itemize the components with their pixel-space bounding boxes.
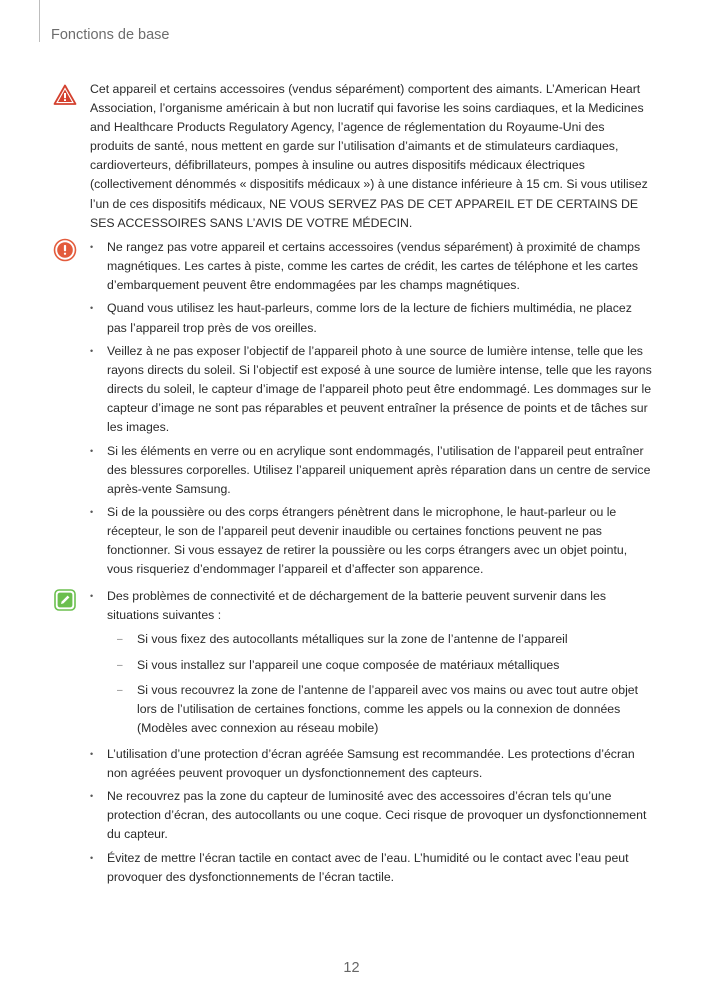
caution-item: • Quand vous utilisez les haut-parleurs, comme lors de la lecture de fichiers multimédia, ne placez pas l’appareil trop près de vos oreilles. <box>90 299 652 337</box>
page-number: 12 <box>343 960 360 976</box>
warning-triangle-icon <box>53 83 77 107</box>
caution-exclamation-icon <box>53 238 77 262</box>
warning-text: Cet appareil et certains accessoires (vendus séparément) comportent des aimants. L’American Heart Association, l’organisme américain à but non lucratif qui favorise les soins cardiaques, et la Medicines and Healthcare Products Regulatory Agency, l’agence de réglementation du Royaume-Uni des produits de santé, nous mettent en garde sur l’utilisation d’aimants et de stimulateurs cardiaques, cardioverteurs, défibrillateurs, pompes à insuline ou autres dispositifs médicaux électriques (collectivement dénommés « dispositifs médicaux ») à une distance inférieure à 15 cm. Si vous utilisez l’un de ces dispositifs médicaux, NE VOUS SERVEZ PAS DE CET APPAREIL ET DE CERTAINS DE SES ACCESSOIRES SANS L’AVIS DE VOTRE MÉDECIN. <box>90 82 648 230</box>
note-item: • Évitez de mettre l’écran tactile en contact avec de l’eau. L’humidité ou le contact avec l’eau peut provoquer des dysfonctionnements de l’écran tactile. <box>90 849 652 887</box>
note-list <box>90 587 652 891</box>
note-item <box>90 587 652 738</box>
note-item: • L’utilisation d’une protection d’écran agréée Samsung est recommandée. Les protections d’écran non agréées peuvent provoquer un dysfonctionnement des capteurs. <box>90 745 652 783</box>
note-subitem: – Si vous recouvrez la zone de l’antenne de l’appareil avec vos mains ou avec tout autre objet lors de l’utilisation de certaines fonctions, comme les appels ou la connexion de données (Modèles avec connexion au réseau mobile) <box>107 681 652 738</box>
note-subitem: – Si vous installez sur l’appareil une coque composée de matériaux métalliques <box>107 656 652 675</box>
note-subitem: – Si vous fixez des autocollants métalliques sur la zone de l’antenne de l’appareil <box>107 630 652 649</box>
caution-item: • Veillez à ne pas exposer l’objectif de l’appareil photo à une source de lumière intense, telle que les rayons directs du soleil. Si l’objectif est exposé à une source de lumière intense, telle que les rayons directs du soleil, le capteur d’image de l’appareil photo peut être endommagé. Les dommages sur le capteur d’image ne sont pas réparables et peuvent entraîner la présence de points et de tâches sur les images. <box>90 342 652 437</box>
note-sublist <box>107 630 652 738</box>
note-item: • Ne recouvrez pas la zone du capteur de luminosité avec des accessoires d’écran tels qu’une protection d’écran, des autocollants ou une coque. Ceci risque de provoquer un dysfonctionnement du capteur. <box>90 787 652 844</box>
caution-item: • Si les éléments en verre ou en acrylique sont endommagés, l’utilisation de l’appareil peut entraîner des blessures corporelles. Utilisez l’appareil uniquement après réparation dans un centre de service après-vente Samsung. <box>90 442 652 499</box>
note-item-text: Des problèmes de connectivité et de déchargement de la batterie peuvent survenir dans les situations suivantes : <box>107 589 607 623</box>
caution-list <box>90 238 652 584</box>
header-rule <box>39 0 40 42</box>
note-pencil-icon <box>53 588 77 612</box>
header-title: Fonctions de base <box>51 27 170 43</box>
caution-item: • Si de la poussière ou des corps étrangers pénètrent dans le microphone, le haut-parleur ou le récepteur, le son de l’appareil peut devenir inaudible ou certaines fonctions peuvent ne pas fonctionner. Si vous essayez de retirer la poussière ou les corps étrangers avec un objet pointu, vous risqueriez d’endommager l’appareil et d’affecter son apparence. <box>90 503 652 579</box>
caution-item: • Ne rangez pas votre appareil et certains accessoires (vendus séparément) à proximité de champs magnétiques. Les cartes à piste, comme les cartes de crédit, les cartes de téléphone et les cartes d’embarquement peuvent être endommagées par les champs magnétiques. <box>90 238 652 295</box>
